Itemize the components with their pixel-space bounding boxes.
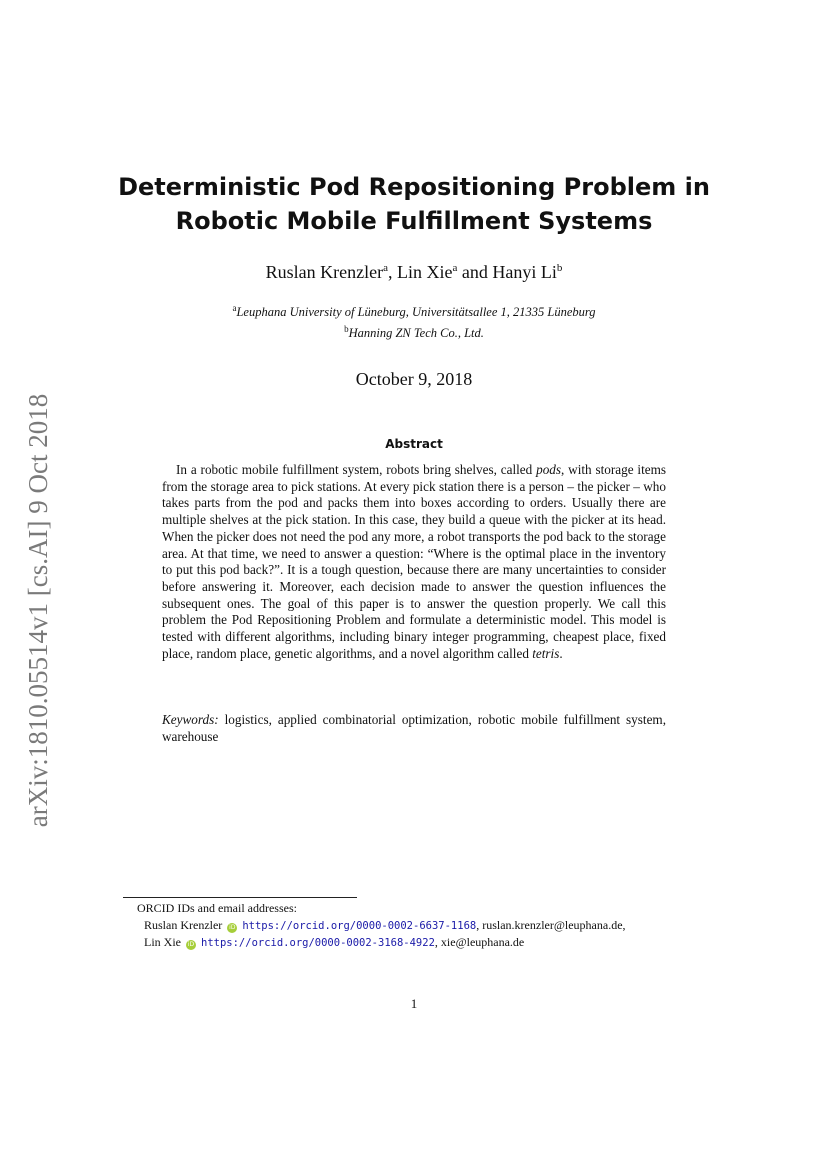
keywords-label: Keywords: bbox=[162, 712, 219, 727]
footnote-entry bbox=[137, 934, 697, 952]
author-separator: and bbox=[457, 262, 493, 282]
author-affil-mark: a bbox=[383, 262, 388, 274]
keywords-text: logistics, applied combinatorial optimization, robotic mobile fulfillment system, warehouse bbox=[162, 712, 666, 744]
title-line-2: Robotic Mobile Fulfillment Systems bbox=[175, 207, 653, 235]
footnote-email: , ruslan.krenzler@leuphana.de, bbox=[476, 917, 626, 932]
orcid-link[interactable]: https://orcid.org/0000-0002-3168-4922 bbox=[201, 937, 435, 949]
affiliation-b bbox=[110, 321, 718, 342]
footnote-author-name: Lin Xie bbox=[144, 935, 181, 949]
title-line-1: Deterministic Pod Repositioning Problem in bbox=[118, 173, 710, 201]
keywords bbox=[162, 712, 666, 745]
abstract-term-pods: pods bbox=[536, 462, 562, 477]
abstract-part-3: . bbox=[559, 645, 563, 661]
page-number: 1 bbox=[410, 996, 418, 1011]
affiliation-text: Leuphana University of Lüneburg, Universitätsallee 1, 21335 Lüneburg bbox=[236, 305, 596, 320]
author-name: Ruslan Krenzler bbox=[265, 262, 384, 282]
affiliations bbox=[110, 300, 718, 342]
author-list bbox=[110, 262, 718, 283]
author-affil-mark: a bbox=[452, 262, 458, 274]
abstract-heading: Abstract bbox=[385, 437, 443, 451]
affiliation-mark: b bbox=[344, 324, 349, 335]
author-separator: , bbox=[387, 262, 397, 282]
abstract-term-tetris: tetris bbox=[532, 645, 560, 661]
abstract-part-1: In a robotic mobile fulfillment system, robots bring shelves, called bbox=[176, 462, 537, 477]
publication-date: October 9, 2018 bbox=[355, 369, 473, 389]
author-name: Lin Xie bbox=[396, 262, 453, 282]
footnote bbox=[137, 900, 697, 952]
abstract-part-2: , with storage items from the storage area to pick stations. At every pick station there is a person – the picker – who takes parts from the pod and packs them into boxes according to orders. Usually there are multiple shelves at the pick station. In this case, they build a queue with the picker at its head. When the picker does not need the pod any more, a robot transports the pod back to the storage area. At that time, we need to answer a question: “Where is the optimal place in the inventory to put this pod back?”. It is a tough question, because there are many uncertainties to consider before answering it. Moreover, each decision made to answer the question influences the subsequent ones. The goal of this paper is to answer the question properly. We call this problem the Pod Repositioning Problem and formulate a deterministic model. This model is tested with different algorithms, including binary integer programming, cheapest place, fixed place, random place, genetic algorithms, and a novel algorithm called bbox=[162, 462, 666, 661]
arxiv-stamp-text: arXiv:1810.05514v1 [cs.AI] 9 Oct 2018 bbox=[23, 393, 54, 827]
orcid-icon: iD bbox=[229, 923, 236, 931]
affiliation-a bbox=[110, 300, 718, 321]
orcid-link[interactable]: https://orcid.org/0000-0002-6637-1168 bbox=[242, 919, 477, 932]
affiliation-text: Hanning ZN Tech Co., Ltd. bbox=[348, 326, 484, 341]
footnote-email: , xie@leuphana.de bbox=[434, 935, 525, 949]
footnote-heading: ORCID IDs and email addresses: bbox=[137, 901, 297, 915]
footnote-author-name: Ruslan Krenzler bbox=[144, 917, 223, 932]
arxiv-stamp bbox=[18, 380, 60, 840]
footnote-entry bbox=[137, 917, 697, 935]
affiliation-mark: a bbox=[232, 303, 237, 313]
author-name: Hanyi Li bbox=[492, 262, 557, 282]
paper-title bbox=[110, 170, 718, 238]
abstract-text bbox=[162, 462, 666, 662]
author-affil-mark: b bbox=[556, 262, 563, 274]
orcid-icon: iD bbox=[187, 941, 195, 948]
footnote-rule bbox=[123, 897, 357, 898]
